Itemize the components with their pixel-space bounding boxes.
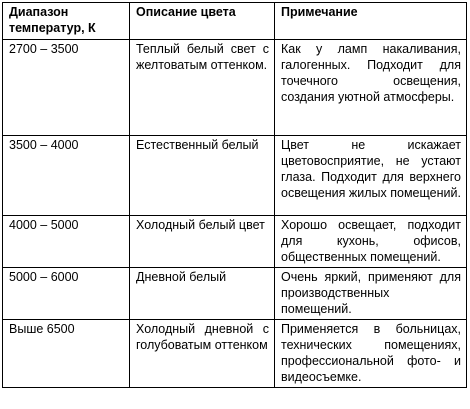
cell-range: 3500 – 4000 [3,136,130,216]
cell-note: Цвет не искажает цветовосприятие, не устают глаза. Подходит для верхнего освещения жилых помещений. [275,136,467,216]
cell-range: 2700 – 3500 [3,40,130,136]
cell-range: 5000 – 6000 [3,268,130,320]
cell-range: 4000 – 5000 [3,216,130,268]
cell-description: Дневной белый [130,268,275,320]
cell-description: Теплый белый свет с желтоватым оттенком. [130,40,275,136]
cell-description: Холодный белый цвет [130,216,275,268]
cell-note: Очень яркий, применяют для производственных помещений. [275,268,467,320]
cell-note: Хорошо освещает, подходит для кухонь, офисов, общественных помещений. [275,216,467,268]
table-row [3,40,467,136]
table-header-row [3,3,467,40]
cell-description: Холодный дневной с голубоватым оттенком [130,320,275,388]
table-row [3,216,467,268]
table-row [3,268,467,320]
color-temperature-table [2,2,467,388]
header-description: Описание цвета [130,3,275,40]
cell-description: Естественный белый [130,136,275,216]
cell-note: Применяется в больницах, технических помещениях, профессиональной фото- и видеосъемке. [275,320,467,388]
cell-range: Выше 6500 [3,320,130,388]
table-row [3,320,467,388]
cell-note: Как у ламп накаливания, галогенных. Подходит для точечного освещения, создания уютной атмосферы. [275,40,467,136]
table-row [3,136,467,216]
header-range: Диапазон температур, К [3,3,130,40]
header-note: Примечание [275,3,467,40]
